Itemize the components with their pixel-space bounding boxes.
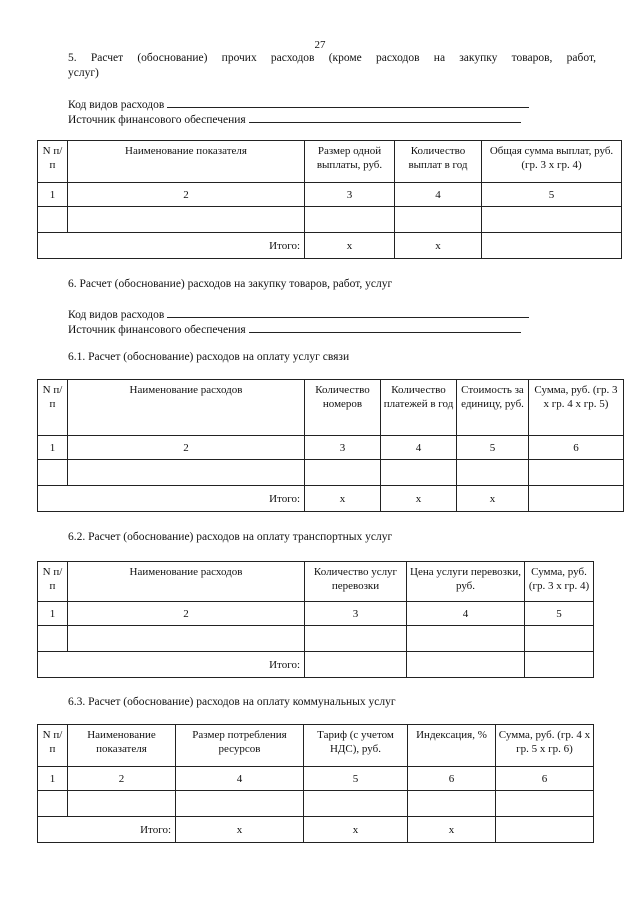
source-input-line[interactable] <box>249 321 521 333</box>
col-header: Стоимость за единицу, руб. <box>457 380 529 436</box>
table-cell[interactable] <box>408 791 496 817</box>
section6-1-title: 6.1. Расчет (обоснование) расходов на оплату услуг связи <box>68 351 350 363</box>
total-row <box>38 233 622 259</box>
col-number: 1 <box>38 602 68 626</box>
code-label: Код видов расходов <box>68 309 165 321</box>
col-header: Сумма, руб. (гр. 3 x гр. 4 x гр. 5) <box>529 380 624 436</box>
section6-2-title: 6.2. Расчет (обоснование) расходов на оплату транспортных услуг <box>68 531 393 543</box>
section6-source-field <box>68 321 521 337</box>
col-header: Индексация, % <box>408 725 496 767</box>
table-cell[interactable] <box>68 791 176 817</box>
col-number: 4 <box>176 767 304 791</box>
col-header: Сумма, руб. (гр. 3 x гр. 4) <box>525 562 594 602</box>
total-label: Итого: <box>38 486 305 512</box>
table-row <box>38 207 622 233</box>
total-row <box>38 652 594 678</box>
table-row <box>38 460 624 486</box>
table-cell[interactable] <box>407 626 525 652</box>
col-header: Количество платежей в год <box>381 380 457 436</box>
col-header: Сумма, руб. (гр. 4 x гр. 5 x гр. 6) <box>496 725 594 767</box>
table-cell[interactable] <box>395 207 482 233</box>
section6-2-table <box>37 561 594 678</box>
column-number-row <box>38 436 624 460</box>
table-cell[interactable] <box>176 791 304 817</box>
source-input-line[interactable] <box>249 111 521 123</box>
col-number: 2 <box>68 183 305 207</box>
total-mark: x <box>305 486 381 512</box>
col-number: 1 <box>38 183 68 207</box>
table-cell[interactable] <box>68 460 305 486</box>
table-header-row <box>38 380 624 436</box>
table-cell[interactable] <box>38 460 68 486</box>
col-number: 4 <box>395 183 482 207</box>
section5-code-field <box>68 96 529 112</box>
col-number: 4 <box>407 602 525 626</box>
total-label: Итого: <box>38 817 176 843</box>
col-number: 5 <box>482 183 622 207</box>
col-number: 6 <box>408 767 496 791</box>
column-number-row <box>38 767 594 791</box>
total-mark: x <box>395 233 482 259</box>
col-number: 3 <box>305 183 395 207</box>
total-sum-cell[interactable] <box>525 652 594 678</box>
col-number: 1 <box>38 767 68 791</box>
table-cell[interactable] <box>305 652 407 678</box>
col-header: N п/п <box>38 141 68 183</box>
section6-1-table <box>37 379 624 512</box>
column-number-row <box>38 602 594 626</box>
col-header: Наименование расходов <box>68 380 305 436</box>
col-header: N п/п <box>38 562 68 602</box>
col-number: 3 <box>305 602 407 626</box>
table-cell[interactable] <box>305 460 381 486</box>
col-number: 6 <box>529 436 624 460</box>
section6-3-title: 6.3. Расчет (обоснование) расходов на оплату коммунальных услуг <box>68 696 396 708</box>
section5-title-line2: услуг) <box>68 67 99 79</box>
table-cell[interactable] <box>525 626 594 652</box>
table-row <box>38 626 594 652</box>
total-mark: x <box>381 486 457 512</box>
col-number: 2 <box>68 767 176 791</box>
total-mark: x <box>408 817 496 843</box>
col-number: 1 <box>38 436 68 460</box>
table-cell[interactable] <box>305 626 407 652</box>
table-cell[interactable] <box>38 207 68 233</box>
section5-table <box>37 140 622 259</box>
table-header-row <box>38 141 622 183</box>
source-label: Источник финансового обеспечения <box>68 114 246 126</box>
code-input-line[interactable] <box>167 306 529 318</box>
section6-3-table <box>37 724 594 843</box>
code-label: Код видов расходов <box>68 99 165 111</box>
table-header-row <box>38 562 594 602</box>
table-cell[interactable] <box>496 791 594 817</box>
table-cell[interactable] <box>305 207 395 233</box>
col-header: Размер потребления ресурсов <box>176 725 304 767</box>
col-header: Количество выплат в год <box>395 141 482 183</box>
section5-source-field <box>68 111 521 127</box>
table-header-row <box>38 725 594 767</box>
col-header: Цена услуги перевозки, руб. <box>407 562 525 602</box>
table-cell[interactable] <box>381 460 457 486</box>
source-label: Источник финансового обеспечения <box>68 324 246 336</box>
total-row <box>38 817 594 843</box>
table-cell[interactable] <box>457 460 529 486</box>
col-header: Количество услуг перевозки <box>305 562 407 602</box>
col-header: Общая сумма выплат, руб. (гр. 3 x гр. 4) <box>482 141 622 183</box>
page-number: 27 <box>314 39 326 51</box>
table-cell[interactable] <box>38 791 68 817</box>
total-sum-cell[interactable] <box>529 486 624 512</box>
col-number: 4 <box>381 436 457 460</box>
table-cell[interactable] <box>38 626 68 652</box>
table-cell[interactable] <box>68 207 305 233</box>
col-header: N п/п <box>38 380 68 436</box>
total-mark: x <box>304 817 408 843</box>
col-number: 5 <box>525 602 594 626</box>
table-row <box>38 791 594 817</box>
column-number-row <box>38 183 622 207</box>
col-header: N п/п <box>38 725 68 767</box>
col-number: 2 <box>68 436 305 460</box>
col-number: 6 <box>496 767 594 791</box>
section6-code-field <box>68 306 529 322</box>
table-cell[interactable] <box>304 791 408 817</box>
total-sum-cell[interactable] <box>496 817 594 843</box>
col-header: Наименование показателя <box>68 725 176 767</box>
section6-title: 6. Расчет (обоснование) расходов на закупку товаров, работ, услуг <box>68 278 393 290</box>
code-input-line[interactable] <box>167 96 529 108</box>
total-sum-cell[interactable] <box>482 233 622 259</box>
section5-title-line1: 5. Расчет (обоснование) прочих расходов (кроме расходов на закупку товаров, работ, <box>68 52 596 64</box>
col-number: 5 <box>304 767 408 791</box>
total-mark: x <box>305 233 395 259</box>
col-header: Размер одной выплаты, руб. <box>305 141 395 183</box>
col-header: Тариф (с учетом НДС), руб. <box>304 725 408 767</box>
col-number: 5 <box>457 436 529 460</box>
col-number: 3 <box>305 436 381 460</box>
col-header: Количество номеров <box>305 380 381 436</box>
total-label: Итого: <box>38 652 305 678</box>
table-cell[interactable] <box>482 207 622 233</box>
table-cell[interactable] <box>529 460 624 486</box>
total-mark: x <box>457 486 529 512</box>
table-cell[interactable] <box>407 652 525 678</box>
table-cell[interactable] <box>68 626 305 652</box>
total-label: Итого: <box>38 233 305 259</box>
col-header: Наименование расходов <box>68 562 305 602</box>
total-mark: x <box>176 817 304 843</box>
total-row <box>38 486 624 512</box>
col-number: 2 <box>68 602 305 626</box>
col-header: Наименование показателя <box>68 141 305 183</box>
